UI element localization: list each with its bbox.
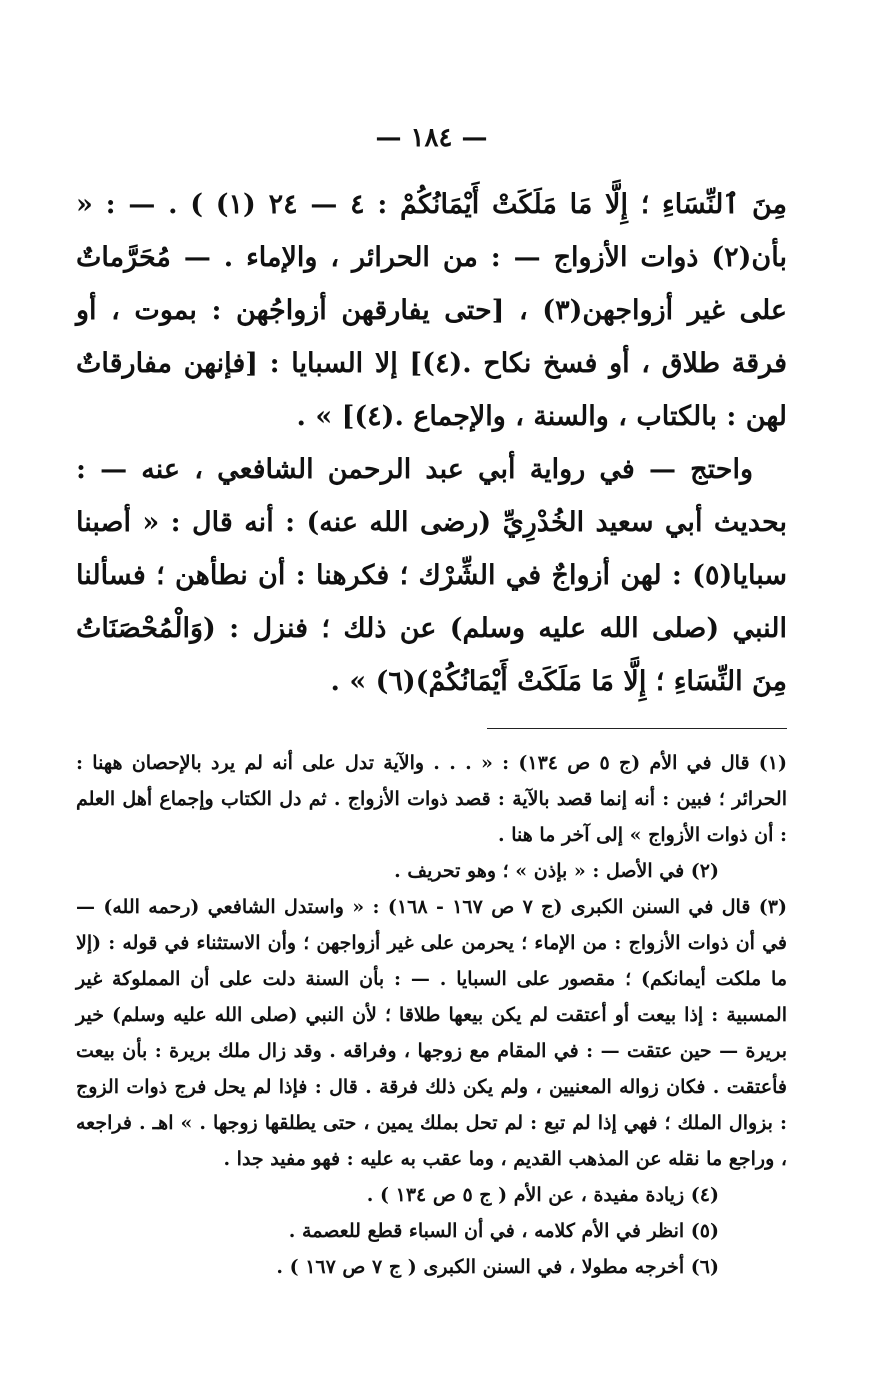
main-text — [76, 178, 787, 708]
footnote: (٥) انظر في الأم كلامه ، في أن السباء قطع للعصمة . — [288, 1220, 719, 1242]
footnotes — [76, 745, 787, 1285]
footnote: (٢) في الأصل : « بإذن » ؛ وهو تحريف . — [394, 860, 719, 882]
footnote: (٦) أخرجه مطولا ، في السنن الكبرى ( ج ٧ ص ١٦٧ ) . — [276, 1256, 719, 1278]
page-number: — ١٨٤ — — [375, 123, 488, 153]
paragraph: مِنَ ٱلنِّسَاءِ ؛ إِلَّا مَا مَلَكَتْ أَيْمَانُكُمْ : ٤ — ٢٤ (١) ) . — : « بأن(٢) ذوات الأزواج — : من الحرائر ، والإماء . — مُحَرَّماتٌ على غير أزواجهن(٣) ، [حتى يفارقهن أزواجُهن : بموت ، أو فرقة طلاق ، أو فسخ نكاح .(٤)] إلا السبايا : [فإنهن مفارقاتٌ لهن : بالكتاب ، والسنة ، والإجماع .(٤)] » . — [76, 189, 787, 432]
footnote: (٣) قال في السنن الكبرى (ج ٧ ص ١٦٧ - ١٦٨) : « واستدل الشافعي (رحمه الله) — في أن ذوات الأزواج : من الإماء ؛ يحرمن على غير أزواجهن ؛ وأن الاستثناء في قوله : (إلا ما ملكت أيمانكم) ؛ مقصور على السبايا . — : بأن السنة دلت على أن المملوكة غير المسبية : إذا بيعت أو أعتقت لم يكن بيعها طلاقا ؛ لأن النبي (صلى الله عليه وسلم) خير بريرة — حين عتقت — : في المقام مع زوجها ، وفراقه . وقد زال ملك بريرة : بأن بيعت فأعتقت . فكان زواله المعنيين ، ولم يكن ذلك فرقة . قال : فإذا لم يحل فرج ذوات الزوج : بزوال الملك ؛ فهي إذا لم تبع : لم تحل بملك يمين ، حتى يطلقها زوجها . » اهـ . فراجعه ، وراجع ما نقله عن المذهب القديم ، وما عقب به عليه : فهو مفيد جدا . — [76, 896, 787, 1170]
footnote: (٤) زيادة مفيدة ، عن الأم ( ج ٥ ص ١٣٤ ) . — [366, 1184, 719, 1206]
paragraph: واحتج — في رواية أبي عبد الرحمن الشافعي ، عنه — : بحديث أبي سعيد الخُدْرِيِّ (رضى الله عنه) : أنه قال : « أصبنا سبايا(٥) : لهن أزواجٌ في الشِّرْك ؛ فكرهنا : أن نطأهن ؛ فسألنا النبي (صلى الله عليه وسلم) عن ذلك ؛ فنزل : (وَالْمُحْصَنَاتُ مِنَ النِّسَاءِ ؛ إِلَّا مَا مَلَكَتْ أَيْمَانُكُمْ)(٦) » . — [76, 454, 787, 697]
footnote: (١) قال في الأم (ج ٥ ص ١٣٤) : « . . . والآية تدل على أنه لم يرد بالإحصان ههنا : الحرائر ؛ فبين : أنه إنما قصد بالآية : قصد ذوات الأزواج . ثم دل الكتاب وإجماع أهل العلم : أن ذوات الأزواج » إلى آخر ما هنا . — [76, 752, 788, 846]
footnote-divider — [487, 728, 787, 729]
